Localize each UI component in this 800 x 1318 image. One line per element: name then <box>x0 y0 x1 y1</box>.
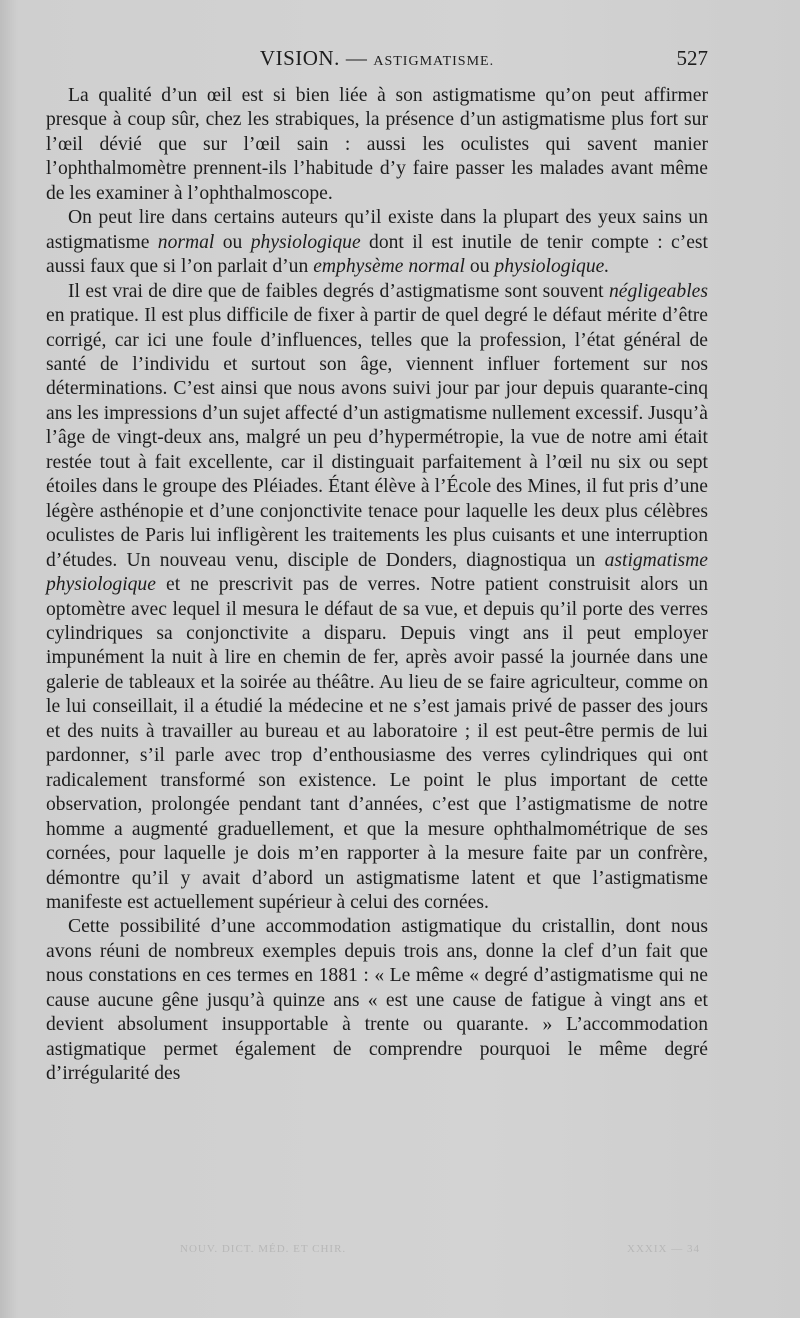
italic-text: physiologique <box>250 231 361 253</box>
text-run: Il est vrai de dire que de faibles degrés d’astigmatisme sont souvent <box>68 280 609 302</box>
page-number: 527 <box>676 46 708 70</box>
text-run: Cette possibilité d’une accommodation astigmatique du cristallin, dont nous avons réuni de nombreux exemples depuis trois ans, donne la clef d’un fait que nous constations en ces termes en 1881 : « Le même « degré d’astigmatisme qui ne cause aucune gêne jusqu’à quinze ans « est une cause de fatigue à vingt ans et devient absolument insupportable à trente ou quarante. » L’accommodation astigmatique permet également de comprendre pourquoi le même degré d’irrégularité des <box>46 916 708 1085</box>
running-header <box>46 46 708 74</box>
paragraph <box>46 84 708 206</box>
text-run: ou <box>214 231 251 253</box>
text-run: La qualité d’un œil est si bien liée à son astigmatisme qu’on peut affirmer presque à coup sûr, chez les strabiques, la présence d’un astigmatisme plus fort sur l’œil dévié que sur l’œil sain : aussi les oculistes qui savent manier l’ophthalmomètre prennent-ils l’habitude d’y faire passer les malades avant même de les examiner à l’ophthalmoscope. <box>46 85 708 204</box>
italic-text: astigmatisme physiologique <box>46 549 708 596</box>
section-title: ASTIGMATISME. <box>373 54 495 69</box>
title-dash: — <box>345 46 368 70</box>
body-text <box>46 84 708 1087</box>
italic-text: physiologique. <box>494 256 610 278</box>
paragraph <box>46 915 708 1086</box>
paragraph <box>46 280 708 916</box>
chapter-title: VISION. <box>259 46 340 70</box>
text-run: en pratique. Il est plus difficile de fixer à partir de quel degré le défaut mérite d’être corrigé, car ici une foule d’influences, telles que la profession, l’état général de santé de l’individu et surtout son âge, viennent influer fortement sur nos déterminations. C’est ainsi que nous avons suivi jour par jour depuis quarante-cinq ans les impressions d’un sujet affecté d’un astigmatisme nullement excessif. Jusqu’à l’âge de vingt-deux ans, malgré un peu d’hypermétropie, la vue de notre ami était restée tout à fait excellente, car il distinguait parfaitement à l’œil nu six ou sept étoiles dans le groupe des Pléiades. Étant élève à l’École des Mines, il fut pris d’une légère asthénopie et d’une conjonctivite tenace pour laquelle les deux plus célèbres oculistes de Paris lui infligèrent les traitements les plus cuisants et une interruption d’études. Un nouveau venu, disciple de Donders, diagnostiqua un <box>46 305 708 571</box>
text-run: On peut lire dans certains auteurs qu’il existe dans la plupart des yeux sains un astigmatisme <box>46 207 708 253</box>
bleed-through-right: XXXIX — 34 <box>627 1243 700 1255</box>
italic-text: emphysème normal <box>313 256 466 278</box>
italic-text: normal <box>157 231 215 253</box>
running-title <box>46 46 708 71</box>
bleed-through-left: NOUV. DICT. MÉD. ET CHIR. <box>180 1243 347 1255</box>
text-run: et ne prescrivit pas de verres. Notre patient construisit alors un optomètre avec lequel il mesura le défaut de sa vue, et depuis qu’il porte des verres cylindriques sa conjonctivite a disparu. Depuis vingt ans il peut employer impunément la nuit à lire en chemin de fer, après avoir passé la journée dans une galerie de tableaux et la soirée au théâtre. Au lieu de se faire agriculteur, comme on le lui conseillait, il a étudié la médecine et ne s’est jamais privé de passer des jours et des nuits à travailler au bureau et au laboratoire ; il est peut-être permis de lui pardonner, s’il parle avec trop d’enthousiasme des verres cylindriques qui ont radicalement transformé son existence. Le point le plus important de cette observation, prolongée pendant tant d’années, c’est que l’astigmatisme de notre homme a augmenté graduellement, et que la mesure ophthalmométrique de ses cornées, pour laquelle je dois m’en rapporter à la mesure faite par un confrère, démontre qu’il y avait d’abord un astigmatisme latent et que l’astigmatisme manifeste est actuellement supérieur à celui des cornées. <box>46 574 708 913</box>
text-run: dont il est inutile de tenir compte : c’est aussi faux que si l’on parlait d’un <box>46 231 709 278</box>
paragraph <box>46 206 708 279</box>
text-run: ou <box>465 256 495 278</box>
bleed-through-footer <box>180 1243 700 1255</box>
italic-text: négligeables <box>608 280 708 302</box>
